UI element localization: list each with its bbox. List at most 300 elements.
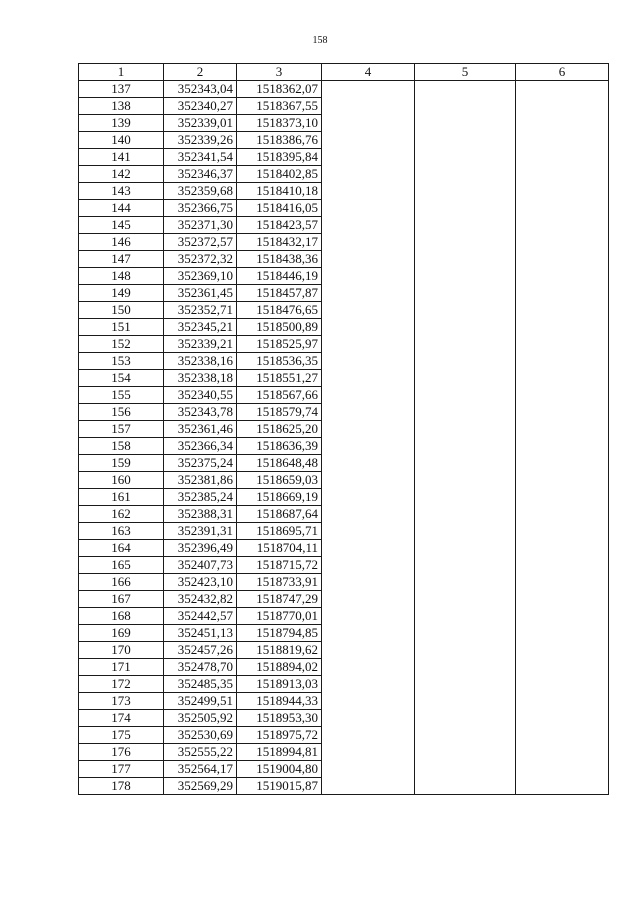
empty-cell — [415, 166, 516, 183]
point-number-cell: 150 — [79, 302, 164, 319]
point-number-cell: 160 — [79, 472, 164, 489]
empty-cell — [516, 302, 609, 319]
point-number-cell: 154 — [79, 370, 164, 387]
empty-cell — [415, 285, 516, 302]
table-row — [79, 557, 609, 574]
x-coordinate-cell: 352345,21 — [164, 319, 237, 336]
empty-cell — [516, 642, 609, 659]
table-body — [79, 81, 609, 795]
x-coordinate-cell: 352361,46 — [164, 421, 237, 438]
empty-cell — [322, 421, 415, 438]
empty-cell — [516, 166, 609, 183]
empty-cell — [516, 778, 609, 795]
x-coordinate-cell: 352451,13 — [164, 625, 237, 642]
y-coordinate-cell: 1518525,97 — [237, 336, 322, 353]
empty-cell — [322, 455, 415, 472]
point-number-cell: 166 — [79, 574, 164, 591]
point-number-cell: 161 — [79, 489, 164, 506]
point-number-cell: 145 — [79, 217, 164, 234]
table-row — [79, 98, 609, 115]
x-coordinate-cell: 352564,17 — [164, 761, 237, 778]
y-coordinate-cell: 1518715,72 — [237, 557, 322, 574]
empty-cell — [415, 115, 516, 132]
empty-cell — [322, 693, 415, 710]
empty-cell — [516, 234, 609, 251]
table-row — [79, 778, 609, 795]
table-row — [79, 727, 609, 744]
x-coordinate-cell: 352457,26 — [164, 642, 237, 659]
y-coordinate-cell: 1518362,07 — [237, 81, 322, 98]
y-coordinate-cell: 1518704,11 — [237, 540, 322, 557]
point-number-cell: 144 — [79, 200, 164, 217]
x-coordinate-cell: 352375,24 — [164, 455, 237, 472]
table-row — [79, 421, 609, 438]
empty-cell — [516, 98, 609, 115]
empty-cell — [516, 472, 609, 489]
empty-cell — [516, 455, 609, 472]
empty-cell — [516, 523, 609, 540]
point-number-cell: 142 — [79, 166, 164, 183]
empty-cell — [322, 778, 415, 795]
x-coordinate-cell: 352423,10 — [164, 574, 237, 591]
point-number-cell: 170 — [79, 642, 164, 659]
empty-cell — [415, 489, 516, 506]
x-coordinate-cell: 352478,70 — [164, 659, 237, 676]
y-coordinate-cell: 1518551,27 — [237, 370, 322, 387]
x-coordinate-cell: 352371,30 — [164, 217, 237, 234]
empty-cell — [415, 183, 516, 200]
point-number-cell: 147 — [79, 251, 164, 268]
empty-cell — [322, 574, 415, 591]
table-row — [79, 81, 609, 98]
empty-cell — [322, 744, 415, 761]
empty-cell — [415, 778, 516, 795]
x-coordinate-cell: 352339,01 — [164, 115, 237, 132]
empty-cell — [322, 761, 415, 778]
empty-cell — [516, 404, 609, 421]
table-row — [79, 302, 609, 319]
x-coordinate-cell: 352366,34 — [164, 438, 237, 455]
empty-cell — [516, 727, 609, 744]
table-row — [79, 251, 609, 268]
y-coordinate-cell: 1518432,17 — [237, 234, 322, 251]
empty-cell — [516, 183, 609, 200]
empty-cell — [516, 319, 609, 336]
y-coordinate-cell: 1518625,20 — [237, 421, 322, 438]
empty-cell — [322, 591, 415, 608]
empty-cell — [322, 489, 415, 506]
empty-cell — [415, 251, 516, 268]
x-coordinate-cell: 352530,69 — [164, 727, 237, 744]
empty-cell — [516, 574, 609, 591]
empty-cell — [322, 268, 415, 285]
x-coordinate-cell: 352338,16 — [164, 353, 237, 370]
point-number-cell: 156 — [79, 404, 164, 421]
point-number-cell: 174 — [79, 710, 164, 727]
empty-cell — [516, 81, 609, 98]
empty-cell — [516, 438, 609, 455]
empty-cell — [415, 761, 516, 778]
empty-cell — [322, 302, 415, 319]
y-coordinate-cell: 1518386,76 — [237, 132, 322, 149]
y-coordinate-cell: 1518747,29 — [237, 591, 322, 608]
empty-cell — [415, 217, 516, 234]
empty-cell — [516, 489, 609, 506]
table-row — [79, 608, 609, 625]
x-coordinate-cell: 352352,71 — [164, 302, 237, 319]
empty-cell — [322, 319, 415, 336]
empty-cell — [415, 370, 516, 387]
y-coordinate-cell: 1518913,03 — [237, 676, 322, 693]
coordinates-table — [78, 63, 609, 795]
empty-cell — [322, 438, 415, 455]
empty-cell — [322, 200, 415, 217]
y-coordinate-cell: 1518476,65 — [237, 302, 322, 319]
empty-cell — [415, 625, 516, 642]
empty-cell — [415, 523, 516, 540]
point-number-cell: 140 — [79, 132, 164, 149]
column-header-1: 1 — [79, 64, 164, 81]
table-row — [79, 183, 609, 200]
table-row — [79, 455, 609, 472]
empty-cell — [322, 98, 415, 115]
empty-cell — [322, 642, 415, 659]
table-row — [79, 268, 609, 285]
empty-cell — [516, 353, 609, 370]
point-number-cell: 168 — [79, 608, 164, 625]
empty-cell — [516, 370, 609, 387]
table-row — [79, 438, 609, 455]
table-row — [79, 166, 609, 183]
y-coordinate-cell: 1518446,19 — [237, 268, 322, 285]
y-coordinate-cell: 1518695,71 — [237, 523, 322, 540]
empty-cell — [516, 591, 609, 608]
y-coordinate-cell: 1518395,84 — [237, 149, 322, 166]
empty-cell — [415, 710, 516, 727]
table-row — [79, 693, 609, 710]
empty-cell — [322, 557, 415, 574]
y-coordinate-cell: 1518500,89 — [237, 319, 322, 336]
x-coordinate-cell: 352343,04 — [164, 81, 237, 98]
empty-cell — [415, 608, 516, 625]
empty-cell — [415, 421, 516, 438]
empty-cell — [415, 676, 516, 693]
empty-cell — [415, 472, 516, 489]
point-number-cell: 148 — [79, 268, 164, 285]
point-number-cell: 162 — [79, 506, 164, 523]
x-coordinate-cell: 352569,29 — [164, 778, 237, 795]
empty-cell — [415, 200, 516, 217]
x-coordinate-cell: 352346,37 — [164, 166, 237, 183]
x-coordinate-cell: 352499,51 — [164, 693, 237, 710]
empty-cell — [516, 217, 609, 234]
empty-cell — [322, 710, 415, 727]
point-number-cell: 141 — [79, 149, 164, 166]
empty-cell — [516, 387, 609, 404]
table-row — [79, 149, 609, 166]
empty-cell — [415, 353, 516, 370]
empty-cell — [516, 421, 609, 438]
empty-cell — [415, 693, 516, 710]
x-coordinate-cell: 352372,57 — [164, 234, 237, 251]
empty-cell — [322, 166, 415, 183]
x-coordinate-cell: 352369,10 — [164, 268, 237, 285]
y-coordinate-cell: 1519004,80 — [237, 761, 322, 778]
point-number-cell: 151 — [79, 319, 164, 336]
empty-cell — [415, 557, 516, 574]
table-row — [79, 217, 609, 234]
point-number-cell: 169 — [79, 625, 164, 642]
column-header-4: 4 — [322, 64, 415, 81]
empty-cell — [415, 98, 516, 115]
y-coordinate-cell: 1518669,19 — [237, 489, 322, 506]
table-row — [79, 506, 609, 523]
empty-cell — [322, 285, 415, 302]
empty-cell — [516, 268, 609, 285]
point-number-cell: 138 — [79, 98, 164, 115]
y-coordinate-cell: 1518636,39 — [237, 438, 322, 455]
x-coordinate-cell: 352381,86 — [164, 472, 237, 489]
x-coordinate-cell: 352339,21 — [164, 336, 237, 353]
y-coordinate-cell: 1518438,36 — [237, 251, 322, 268]
empty-cell — [415, 591, 516, 608]
table-row — [79, 285, 609, 302]
empty-cell — [322, 234, 415, 251]
y-coordinate-cell: 1518648,48 — [237, 455, 322, 472]
y-coordinate-cell: 1518894,02 — [237, 659, 322, 676]
empty-cell — [415, 302, 516, 319]
x-coordinate-cell: 352485,35 — [164, 676, 237, 693]
table-row — [79, 336, 609, 353]
point-number-cell: 171 — [79, 659, 164, 676]
table-row — [79, 387, 609, 404]
table-row — [79, 353, 609, 370]
empty-cell — [516, 149, 609, 166]
y-coordinate-cell: 1518410,18 — [237, 183, 322, 200]
empty-cell — [516, 710, 609, 727]
empty-cell — [415, 132, 516, 149]
empty-cell — [415, 336, 516, 353]
point-number-cell: 159 — [79, 455, 164, 472]
table-header-row — [79, 64, 609, 81]
empty-cell — [322, 81, 415, 98]
table-row — [79, 523, 609, 540]
empty-cell — [415, 387, 516, 404]
empty-cell — [415, 574, 516, 591]
empty-cell — [322, 659, 415, 676]
empty-cell — [322, 370, 415, 387]
empty-cell — [415, 404, 516, 421]
table-row — [79, 200, 609, 217]
y-coordinate-cell: 1519015,87 — [237, 778, 322, 795]
column-header-3: 3 — [237, 64, 322, 81]
point-number-cell: 158 — [79, 438, 164, 455]
x-coordinate-cell: 352366,75 — [164, 200, 237, 217]
column-header-6: 6 — [516, 64, 609, 81]
point-number-cell: 167 — [79, 591, 164, 608]
empty-cell — [322, 149, 415, 166]
point-number-cell: 143 — [79, 183, 164, 200]
x-coordinate-cell: 352396,49 — [164, 540, 237, 557]
table-row — [79, 676, 609, 693]
empty-cell — [516, 761, 609, 778]
empty-cell — [415, 438, 516, 455]
empty-cell — [516, 200, 609, 217]
empty-cell — [322, 727, 415, 744]
point-number-cell: 163 — [79, 523, 164, 540]
x-coordinate-cell: 352555,22 — [164, 744, 237, 761]
empty-cell — [415, 268, 516, 285]
empty-cell — [516, 744, 609, 761]
empty-cell — [516, 115, 609, 132]
table-row — [79, 472, 609, 489]
table-row — [79, 404, 609, 421]
x-coordinate-cell: 352340,27 — [164, 98, 237, 115]
empty-cell — [322, 115, 415, 132]
empty-cell — [516, 659, 609, 676]
empty-cell — [516, 251, 609, 268]
y-coordinate-cell: 1518975,72 — [237, 727, 322, 744]
page-number: 158 — [312, 35, 328, 46]
point-number-cell: 146 — [79, 234, 164, 251]
x-coordinate-cell: 352343,78 — [164, 404, 237, 421]
table-row — [79, 370, 609, 387]
table-row — [79, 591, 609, 608]
empty-cell — [322, 625, 415, 642]
x-coordinate-cell: 352442,57 — [164, 608, 237, 625]
empty-cell — [322, 676, 415, 693]
empty-cell — [322, 183, 415, 200]
y-coordinate-cell: 1518373,10 — [237, 115, 322, 132]
column-header-2: 2 — [164, 64, 237, 81]
y-coordinate-cell: 1518659,03 — [237, 472, 322, 489]
y-coordinate-cell: 1518819,62 — [237, 642, 322, 659]
empty-cell — [322, 251, 415, 268]
empty-cell — [516, 557, 609, 574]
empty-cell — [516, 132, 609, 149]
point-number-cell: 139 — [79, 115, 164, 132]
y-coordinate-cell: 1518567,66 — [237, 387, 322, 404]
point-number-cell: 176 — [79, 744, 164, 761]
empty-cell — [415, 149, 516, 166]
empty-cell — [516, 625, 609, 642]
empty-cell — [322, 132, 415, 149]
empty-cell — [516, 285, 609, 302]
y-coordinate-cell: 1518994,81 — [237, 744, 322, 761]
empty-cell — [322, 540, 415, 557]
y-coordinate-cell: 1518687,64 — [237, 506, 322, 523]
empty-cell — [415, 81, 516, 98]
point-number-cell: 137 — [79, 81, 164, 98]
y-coordinate-cell: 1518416,05 — [237, 200, 322, 217]
x-coordinate-cell: 352361,45 — [164, 285, 237, 302]
y-coordinate-cell: 1518536,35 — [237, 353, 322, 370]
empty-cell — [516, 506, 609, 523]
empty-cell — [322, 387, 415, 404]
y-coordinate-cell: 1518457,87 — [237, 285, 322, 302]
x-coordinate-cell: 352407,73 — [164, 557, 237, 574]
x-coordinate-cell: 352338,18 — [164, 370, 237, 387]
empty-cell — [322, 472, 415, 489]
point-number-cell: 152 — [79, 336, 164, 353]
y-coordinate-cell: 1518953,30 — [237, 710, 322, 727]
empty-cell — [415, 642, 516, 659]
empty-cell — [322, 336, 415, 353]
empty-cell — [516, 540, 609, 557]
empty-cell — [322, 608, 415, 625]
table-row — [79, 710, 609, 727]
x-coordinate-cell: 352505,92 — [164, 710, 237, 727]
empty-cell — [516, 676, 609, 693]
x-coordinate-cell: 352385,24 — [164, 489, 237, 506]
empty-cell — [322, 353, 415, 370]
point-number-cell: 149 — [79, 285, 164, 302]
y-coordinate-cell: 1518770,01 — [237, 608, 322, 625]
empty-cell — [516, 336, 609, 353]
point-number-cell: 157 — [79, 421, 164, 438]
table-row — [79, 625, 609, 642]
x-coordinate-cell: 352341,54 — [164, 149, 237, 166]
point-number-cell: 172 — [79, 676, 164, 693]
empty-cell — [415, 744, 516, 761]
table-row — [79, 115, 609, 132]
x-coordinate-cell: 352339,26 — [164, 132, 237, 149]
point-number-cell: 155 — [79, 387, 164, 404]
point-number-cell: 177 — [79, 761, 164, 778]
y-coordinate-cell: 1518402,85 — [237, 166, 322, 183]
empty-cell — [415, 727, 516, 744]
column-header-5: 5 — [415, 64, 516, 81]
empty-cell — [322, 523, 415, 540]
y-coordinate-cell: 1518367,55 — [237, 98, 322, 115]
empty-cell — [415, 540, 516, 557]
y-coordinate-cell: 1518944,33 — [237, 693, 322, 710]
empty-cell — [415, 659, 516, 676]
y-coordinate-cell: 1518733,91 — [237, 574, 322, 591]
table-row — [79, 540, 609, 557]
table-row — [79, 574, 609, 591]
table-row — [79, 319, 609, 336]
point-number-cell: 153 — [79, 353, 164, 370]
empty-cell — [322, 217, 415, 234]
empty-cell — [415, 455, 516, 472]
empty-cell — [516, 693, 609, 710]
point-number-cell: 178 — [79, 778, 164, 795]
point-number-cell: 164 — [79, 540, 164, 557]
x-coordinate-cell: 352388,31 — [164, 506, 237, 523]
x-coordinate-cell: 352359,68 — [164, 183, 237, 200]
table-row — [79, 132, 609, 149]
y-coordinate-cell: 1518423,57 — [237, 217, 322, 234]
empty-cell — [415, 506, 516, 523]
empty-cell — [415, 319, 516, 336]
x-coordinate-cell: 352372,32 — [164, 251, 237, 268]
empty-cell — [322, 404, 415, 421]
point-number-cell: 175 — [79, 727, 164, 744]
empty-cell — [322, 506, 415, 523]
table-row — [79, 642, 609, 659]
y-coordinate-cell: 1518579,74 — [237, 404, 322, 421]
empty-cell — [415, 234, 516, 251]
table-row — [79, 744, 609, 761]
x-coordinate-cell: 352432,82 — [164, 591, 237, 608]
y-coordinate-cell: 1518794,85 — [237, 625, 322, 642]
table-row — [79, 659, 609, 676]
empty-cell — [516, 608, 609, 625]
x-coordinate-cell: 352391,31 — [164, 523, 237, 540]
point-number-cell: 173 — [79, 693, 164, 710]
x-coordinate-cell: 352340,55 — [164, 387, 237, 404]
